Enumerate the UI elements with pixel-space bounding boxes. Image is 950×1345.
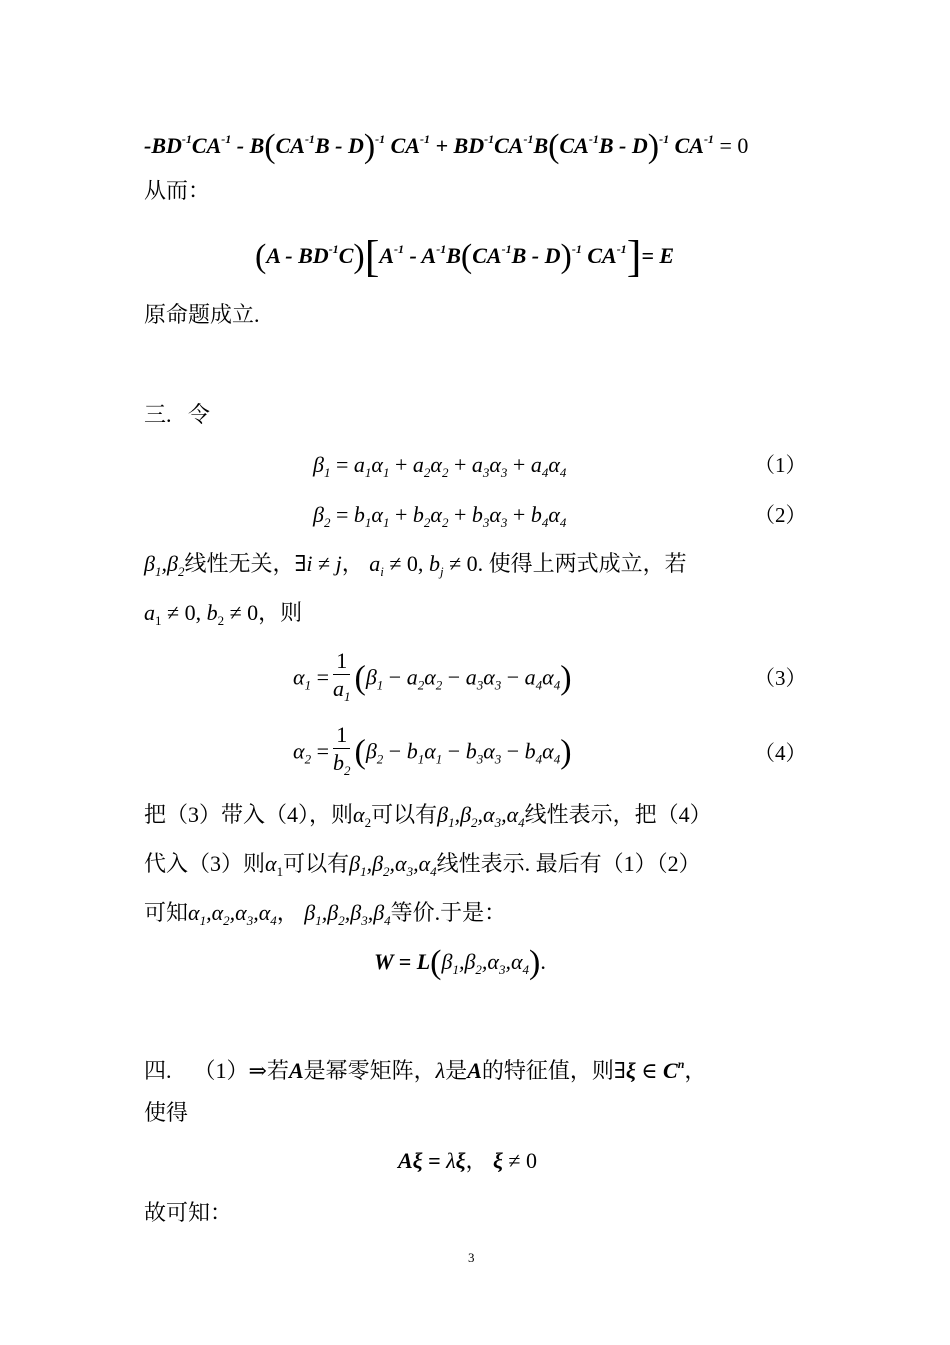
substitution-text-2b: 可以有 [283, 851, 350, 876]
equation-product-identity: $(A - BD^{-1}C)[A^{-1} - A^{-1}B(CA^{-1}B - D)^{-1}$ $CA^{-1}]= E$ [255, 232, 675, 281]
substitution-text-3: 线性表示，把（4） [524, 802, 712, 827]
eigen-equation: Aξ = λξ， ξ ≠ 0 [398, 1148, 537, 1173]
conclusion-text: 原命题成立. [144, 302, 260, 327]
equation-1: $\beta_1 = a_1\alpha_1 + a_2\alpha_2 + a_3\alpha_3 + a_4\alpha_4$ [313, 452, 567, 480]
page-number: 3 [468, 1250, 475, 1265]
condition-sentence: $a_1 \ne 0$, $b_2 \ne 0$，则 [144, 600, 303, 628]
section-3-let: 令 [188, 402, 211, 427]
therefore-label: 从而： [144, 178, 211, 203]
equation-3: $\alpha_1$ = $\frac{1}{a_1}$ $(\beta_1 - a_2\alpha_2 - a_3\alpha_3 - a_4\alpha_4)$ [293, 648, 572, 704]
section-4-number: 四. [144, 1058, 172, 1083]
hence-know-text: 故可知： [144, 1200, 233, 1225]
substitution-line-2: 代入（3）则$\alpha_1$可以有$\beta_1,\beta_2,\alpha_3,\alpha_4$线性表示. 最后有（1）（2） [144, 851, 701, 879]
span-equation: $W = L(\beta_1,\beta_2,\alpha_3,\alpha_4)$. [374, 944, 546, 981]
equation-4: $\alpha_2$ = $\frac{1}{b_2}$ $(\beta_2 - b_1\alpha_1 - b_3\alpha_3 - b_4\alpha_4)$ [293, 722, 572, 778]
section-4-line: 四. （1）⇒若A是幂零矩阵，λ是A的特征值，则∃ξ ∈ $C^n$， [144, 1057, 707, 1083]
equation-number-3: （3） [754, 666, 807, 690]
make-line: 使得 [144, 1100, 189, 1125]
section-3-heading [144, 400, 210, 430]
substitution-text-4: 代入（3）则 [144, 851, 266, 876]
independence-text: 线性无关， [184, 551, 295, 576]
substitution-text-5: 线性表示. 最后有（1）（2） [436, 851, 701, 876]
equation-number-1: （1） [754, 453, 807, 477]
substitution-line-3: 可知$\alpha_1,\alpha_2,\alpha_3,\alpha_4$， $\beta_1,\beta_2,\beta_3,\beta_4$等价.于是： [144, 900, 507, 928]
independence-sentence: $\beta_1,\beta_2$线性无关，∃i ≠ j， $a_i \ne 0$, $b_j \ne 0$. 使得上两式成立，若 [144, 551, 687, 579]
nilpotent-text: 是幂零矩阵， [303, 1058, 436, 1083]
section-3-number: 三. [144, 402, 172, 427]
eigen-text: 的特征值，则∃ [481, 1058, 626, 1083]
substitution-text-1: 把（3）带入（4），则 [144, 802, 354, 827]
equation-number-4: （4） [754, 741, 807, 765]
is-text: 是 [445, 1058, 468, 1083]
equation-2: $\beta_2 = b_1\alpha_1 + b_2\alpha_2 + b_3\alpha_3 + b_4\alpha_4$ [313, 502, 567, 530]
equation-number-2: （2） [754, 503, 807, 527]
then-text: ，则 [258, 600, 303, 625]
equation-identity-line: $-BD^{-1}CA^{-1} - B(CA^{-1}B - D)^{-1}$ $CA^{-1} + BD^{-1}CA^{-1}B(CA^{-1}B - D)^{-1}$ $CA^{-1} = 0$ [144, 128, 749, 165]
section-4-part: （1）⇒若 [193, 1058, 289, 1083]
substitution-text-6: 可知 [144, 900, 189, 925]
make-hold-text: . 使得上两式成立，若 [477, 551, 687, 576]
substitution-text-2: 可以有 [371, 802, 438, 827]
substitution-text-7: 等价.于是： [390, 900, 507, 925]
substitution-line-1: 把（3）带入（4），则$\alpha_2$可以有$\beta_1,\beta_2,\alpha_3,\alpha_4$线性表示，把（4） [144, 802, 712, 830]
